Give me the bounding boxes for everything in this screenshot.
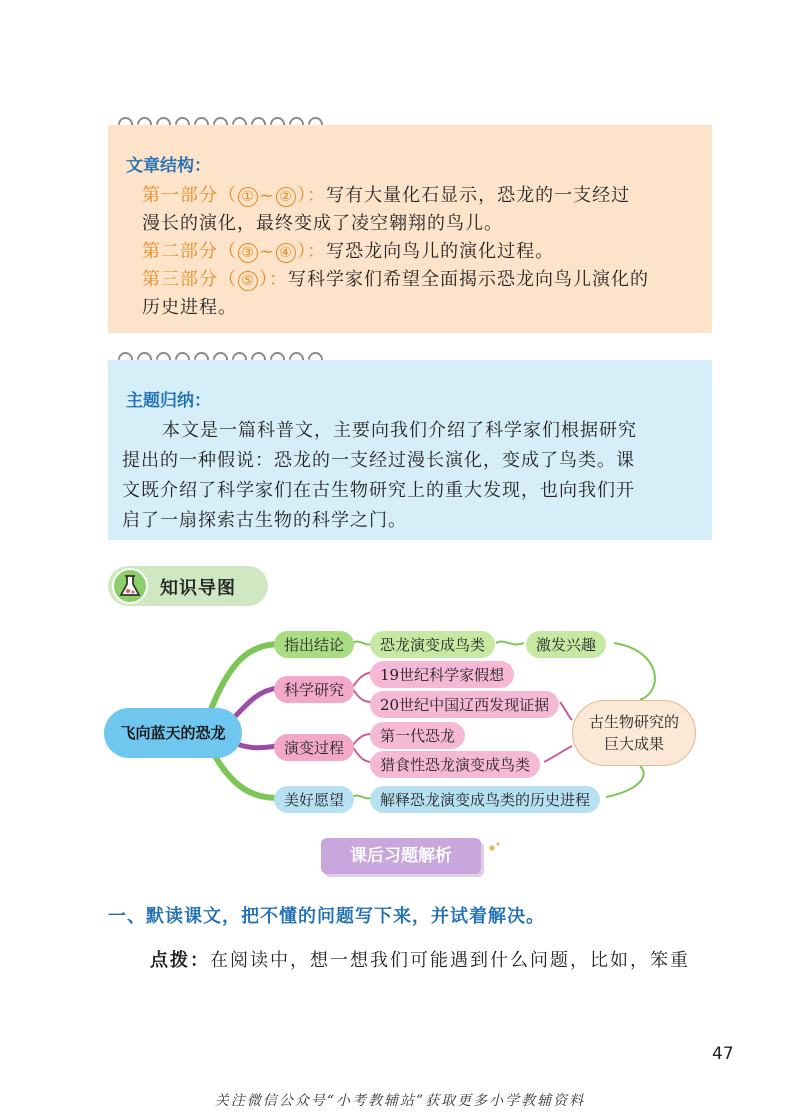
connector-research-2 <box>352 688 372 702</box>
connector-evolution-result <box>544 746 572 762</box>
structure-title: 文章结构： <box>126 156 211 176</box>
node-20th-century: 20世纪中国辽西发现证据 <box>370 691 559 718</box>
theme-line-3: 文既介绍了科学家们在古生物研究上的重大发现，也向我们开 <box>122 480 635 501</box>
result-node <box>572 700 696 766</box>
connector-wish-result <box>606 766 644 797</box>
theme-line-1: 本文是一篇科普文，主要向我们介绍了科学家们根据研究 <box>162 420 637 441</box>
branch-conclusion: 指出结论 <box>274 631 354 658</box>
exercise-banner: 课后习题解析 <box>321 838 481 874</box>
connector-wish <box>352 796 372 799</box>
connector-evolution-1 <box>352 734 372 746</box>
connector-research-result <box>560 702 572 720</box>
branch-line-research <box>230 688 278 722</box>
branch-evolution: 演变过程 <box>274 734 354 761</box>
result-line-2: 巨大成果 <box>603 735 664 753</box>
structure-part2: 第二部分（ ③ ~ ④ ）：写恐龙向鸟儿的演化过程。 <box>142 241 555 262</box>
branch-research: 科学研究 <box>274 676 354 703</box>
hint-text: 在阅读中，想一想我们可能遇到什么问题，比如，笨重 <box>210 950 690 971</box>
page-number: 47 <box>712 1044 734 1064</box>
result-line-1: 古生物研究的 <box>588 713 679 731</box>
knowledge-map-title: 知识导图 <box>160 578 236 599</box>
node-dino-to-bird: 恐龙演变成鸟类 <box>370 631 495 658</box>
branch-line-conclusion <box>210 644 278 712</box>
theme-line-2: 提出的一种假说：恐龙的一支经过漫长演化，变成了鸟类。课 <box>122 450 635 471</box>
question-1: 一、默读课文，把不懂的问题写下来，并试着解决。 <box>108 906 545 927</box>
node-predator-dino: 猎食性恐龙演变成鸟类 <box>370 751 540 778</box>
sparkle-icon <box>486 840 502 856</box>
connector-to-result <box>614 643 655 700</box>
structure-part1-cont: 漫长的演化，最终变成了凌空翱翔的鸟儿。 <box>142 213 503 234</box>
connector-interest <box>496 642 524 645</box>
theme-title: 主题归纳： <box>126 391 211 411</box>
node-interest: 激发兴趣 <box>526 631 606 658</box>
node-first-dino: 第一代恐龙 <box>370 722 465 749</box>
mind-map-root: 飞向蓝天的恐龙 <box>104 708 242 758</box>
branch-wish: 美好愿望 <box>274 786 354 813</box>
hint-line <box>150 946 690 972</box>
footer-watermark: 关注微信公众号“小考教辅站”获取更多小学教辅资料 <box>214 1093 586 1109</box>
branch-line-wish <box>215 756 278 798</box>
node-explain-history: 解释恐龙演变成鸟类的历史进程 <box>370 786 600 813</box>
hint-label: 点拨： <box>150 950 210 971</box>
structure-part3: 第三部分（ ⑤ ）：写科学家们希望全面揭示恐龙向鸟儿演化的 <box>142 269 649 290</box>
connector-evolution-2 <box>352 746 372 762</box>
connector-conclusion <box>352 642 372 645</box>
connector-research-1 <box>352 672 372 688</box>
structure-part3-cont: 历史进程。 <box>142 297 237 318</box>
structure-part1: 第一部分（ ① ~ ② ）：写有大量化石显示，恐龙的一支经过 <box>142 185 631 206</box>
theme-line-4: 启了一扇探索古生物的科学之门。 <box>122 510 407 531</box>
node-19th-century: 19世纪科学家假想 <box>370 661 514 688</box>
